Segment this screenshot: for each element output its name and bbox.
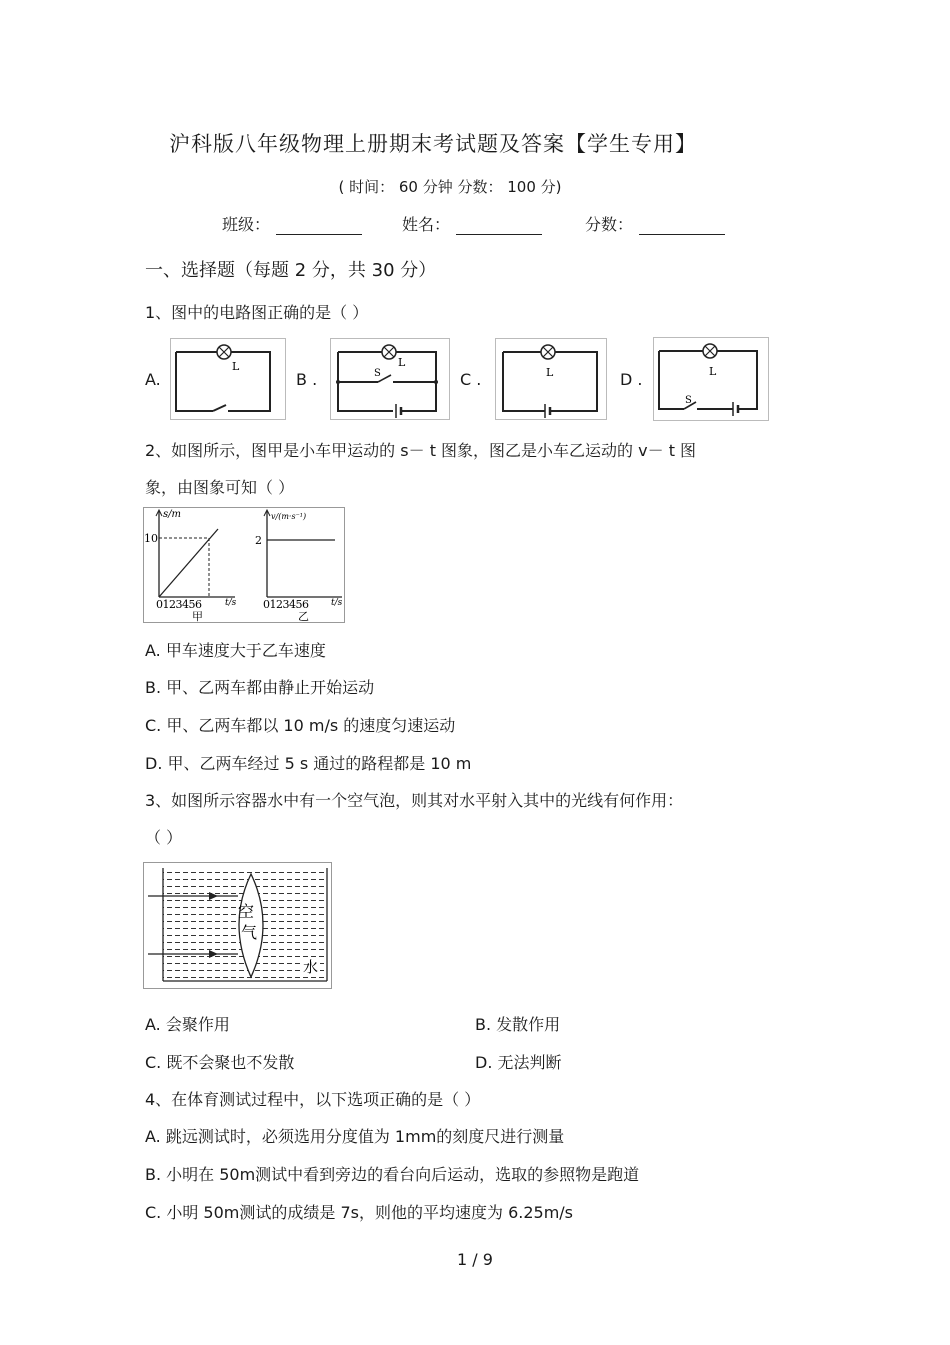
name-blank (456, 218, 542, 235)
q2-option-a: A. 甲车速度大于乙车速度 (145, 641, 326, 660)
question-2-stem-line1: 2、如图所示，图甲是小车甲运动的 s－ t 图象，图乙是小车乙运动的 v－ t 图 (145, 441, 697, 460)
q4-option-b: B. 小明在 50m测试中看到旁边的看台向后运动，选取的参照物是跑道 (145, 1165, 640, 1184)
class-field (222, 212, 362, 235)
svg-text:0123456: 0123456 (156, 598, 202, 611)
question-2-stem-line2: 象，由图象可知（ ） (145, 478, 295, 497)
q2-option-c: C. 甲、乙两车都以 10 m/s 的速度匀速运动 (145, 716, 456, 735)
svg-text:空: 空 (238, 902, 255, 921)
svg-text:t/s: t/s (225, 598, 237, 608)
svg-text:水: 水 (303, 958, 319, 976)
svg-text:2: 2 (255, 534, 262, 547)
svg-text:S: S (685, 395, 692, 406)
circuit-a (170, 338, 286, 420)
exam-info: ( 时间： 60 分钟 分数： 100 分) (338, 178, 562, 196)
name-label: 姓名： (402, 215, 451, 234)
name-field (402, 212, 542, 235)
svg-text:s/m: s/m (163, 509, 181, 520)
section-heading: 一、选择题（每题 2 分，共 30 分） (145, 260, 437, 281)
question-3-stem-line2: （ ） (145, 828, 183, 847)
q4-option-c: C. 小明 50m测试的成绩是 7s，则他的平均速度为 6.25m/s (145, 1203, 574, 1222)
svg-text:t/s: t/s (331, 598, 343, 608)
class-blank (276, 218, 362, 235)
q3-option-d: D. 无法判断 (475, 1053, 562, 1072)
svg-text:v/(m·s⁻¹): v/(m·s⁻¹) (271, 512, 307, 521)
q2-option-b: B. 甲、乙两车都由静止开始运动 (145, 678, 375, 697)
question-4-stem: 4、在体育测试过程中，以下选项正确的是（ ） (145, 1090, 481, 1109)
svg-text:甲: 甲 (192, 610, 203, 623)
q3-option-a: A. 会聚作用 (145, 1015, 230, 1034)
circuit-d (653, 337, 769, 421)
page-number: 1 / 9 (457, 1250, 493, 1269)
air-bubble-figure (143, 862, 332, 989)
page-title: 沪科版八年级物理上册期末考试题及答案【学生专用】 (169, 132, 697, 156)
q1-option-b: B . (296, 370, 318, 389)
svg-text:S: S (374, 368, 381, 379)
q1-option-c: C . (460, 370, 482, 389)
q1-option-d: D . (620, 370, 643, 389)
question-1-stem: 1、图中的电路图正确的是（ ） (145, 303, 369, 322)
q1-option-a: A. (145, 370, 161, 389)
svg-text:乙: 乙 (298, 610, 309, 623)
q2-option-d: D. 甲、乙两车经过 5 s 通过的路程都是 10 m (145, 754, 472, 773)
score-label: 分数： (585, 215, 634, 234)
svg-text:L: L (546, 366, 554, 379)
class-label: 班级： (222, 215, 271, 234)
q4-option-a: A. 跳远测试时，必须选用分度值为 1mm的刻度尺进行测量 (145, 1127, 565, 1146)
score-field (585, 212, 725, 235)
svg-text:10: 10 (144, 532, 158, 545)
circuit-c (495, 338, 607, 420)
score-blank (639, 218, 725, 235)
svg-text:L: L (398, 356, 406, 369)
circuit-b (330, 338, 450, 420)
svg-text:L: L (709, 365, 717, 378)
svg-text:0123456: 0123456 (263, 598, 309, 611)
q3-option-b: B. 发散作用 (475, 1015, 561, 1034)
svg-text:气: 气 (241, 923, 258, 942)
q3-option-c: C. 既不会聚也不发散 (145, 1053, 295, 1072)
svg-text:L: L (232, 360, 240, 373)
motion-graphs (143, 507, 345, 623)
question-3-stem-line1: 3、如图所示容器水中有一个空气泡，则其对水平射入其中的光线有何作用： (145, 791, 684, 810)
